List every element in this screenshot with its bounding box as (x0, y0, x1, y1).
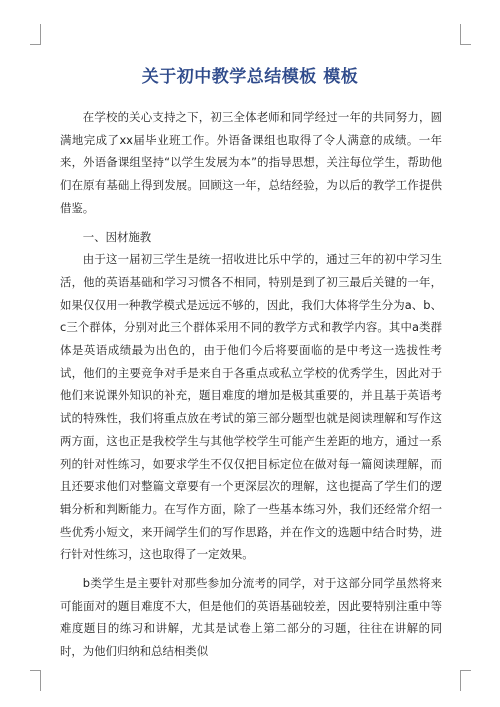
intro-paragraph: 在学校的关心支持之下，初三全体老师和同学经过一年的共同努力，圆满地完成了xx届毕业班工作。外语备课组也取得了令人满意的成绩。一年来，外语备课组坚持“以学生发展为本”的指导思想，关注每位学生，帮助他们在原有基础上得到发展。回顾这一年，总结经验，为以后的教学工作提供借鉴。 (60, 110, 442, 215)
body-paragraph: b类学生是主要针对那些参加分流考的同学，对于这部分同学虽然将来可能面对的题目难度不大，但是他们的英语基础较差，因此要特别注重中等难度题目的练习和讲解，尤其是试卷上第二部分的习题，往往在讲解的同时，为他们归纳和总结相类似 (60, 576, 442, 659)
crop-mark-bottom-right (460, 670, 471, 691)
crop-mark-top-right (460, 24, 471, 45)
section-heading: 一、因材施教 (82, 229, 152, 244)
crop-mark-bottom-left (30, 670, 41, 691)
document-body (60, 106, 442, 663)
document-title: 关于初中教学总结模板 模板 (141, 67, 359, 87)
body-paragraph: 由于这一届初三学生是统一招收进比乐中学的，通过三年的初中学习生活，他的英语基础和学习习惯各不相同，特别是到了初三最后关键的一年，如果仅仅用一种教学模式是远远不够的，因此，我们大体将学生分为a、b、c三个群体，分别对此三个群体采用不同的教学方式和教学内容。其中a类群体是英语成绩最为出色的，由于他们今后将要面临的是中考这一选拔性考试，他们的主要竞争对手是来自于各重点或私立学校的优秀学生，因此对于他们来说课外知识的补充，题目难度的增加是极其重要的，并且基于英语考试的特殊性，我们将重点放在考试的第三部分题型也就是阅读理解和写作这两方面，这也正是我校学生与其他学校学生可能产生差距的地方，通过一系列的针对性练习，如要求学生不仅仅把目标定位在做对每一篇阅读理解，而且还要求他们对整篇文章要有一个更深层次的理解，这也提高了学生们的逻辑分析和判断能力。在写作方面，除了一些基本练习外，我们还经常介绍一些优秀小短文，来开阔学生们的写作思路，并在作文的选题中结合时势，进行针对性练习，这也取得了一定效果。 (60, 252, 442, 562)
crop-mark-top-left (30, 24, 41, 45)
